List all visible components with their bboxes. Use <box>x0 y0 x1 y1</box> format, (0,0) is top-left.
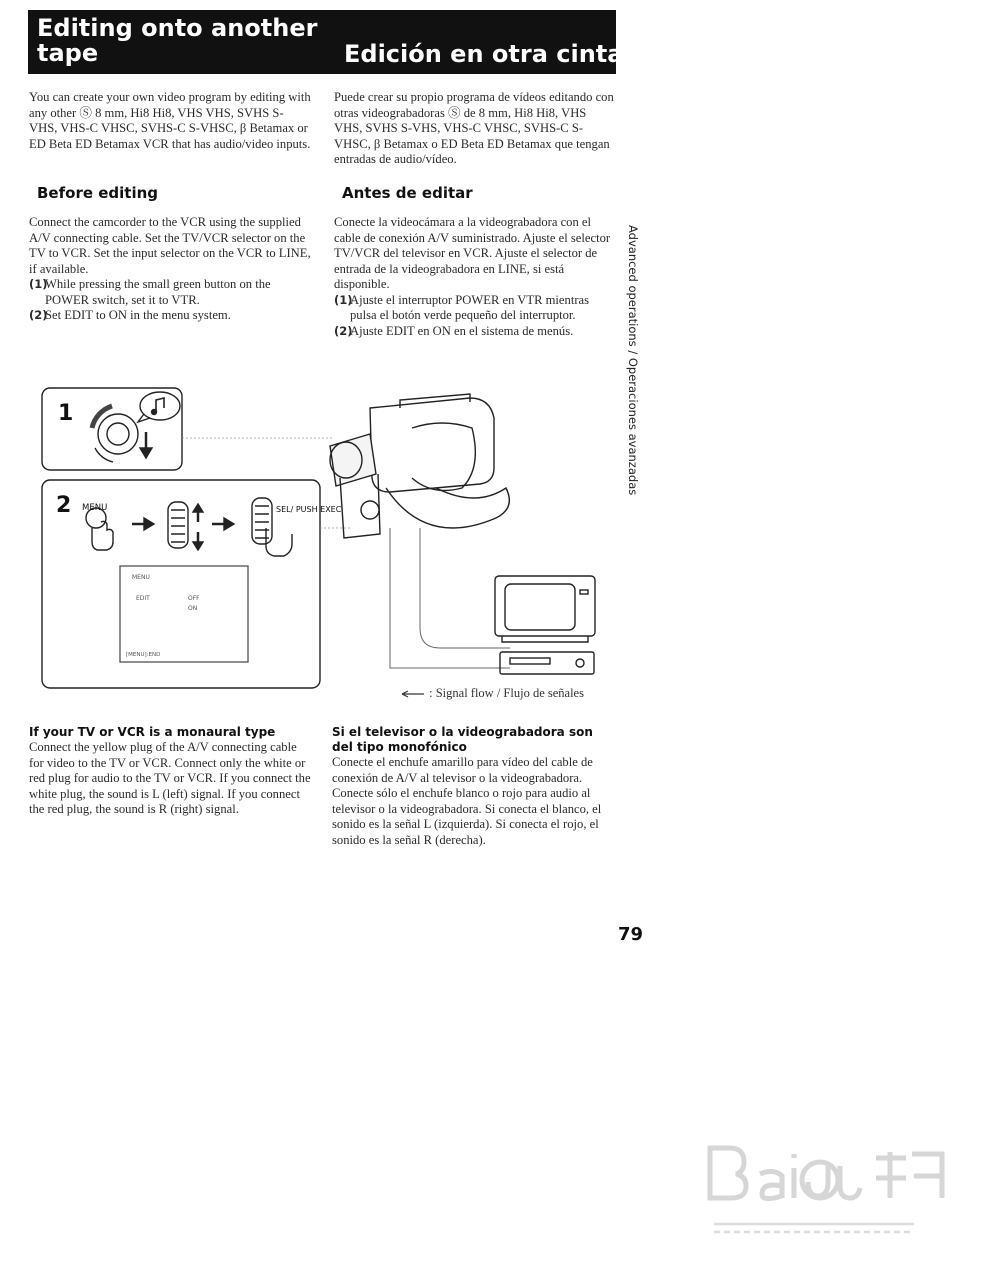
step-2-en <box>29 308 311 324</box>
page-title-es: Edición en otra cinta <box>344 40 624 68</box>
step-text: Ajuste el interruptor POWER en VTR mientras pulsa el botón verde pequeño del interruptor. <box>350 292 590 322</box>
right-arrow-icon <box>212 518 234 530</box>
signal-flow-legend <box>400 686 584 701</box>
step-text: Set EDIT to ON in the menu system. <box>45 308 231 322</box>
step-text: While pressing the small green button on the POWER switch, set it to VTR. <box>45 277 271 307</box>
camcorder-icon <box>330 394 509 538</box>
monaural-body-en: Connect the yellow plug of the A/V connecting cable for video to the TV or VCR. Connect only the white or red plug for audio to the TV or VCR. If you connect the white plug, the sound is L (left) signal. If you connect the red plug, the sound is R (right) signal. <box>29 740 311 816</box>
signal-cable <box>420 528 510 648</box>
before-editing-body-en: Connect the camcorder to the VCR using the supplied A/V connecting cable. Set the TV/VCR selector on the TV to VCR. Set the input selector on the VCR to LINE, if available. <box>29 215 311 276</box>
intro-en: You can create your own video program by editing with any other Ⓢ 8 mm, Hi8 Hi8, VHS VHS, SVHS S-VHS, VHS-C VHSC, SVHS-C S-VHSC, β Betamax or ED Beta ED Betamax VCR that has audio/video inputs. <box>29 90 311 151</box>
before-editing-es <box>334 215 614 339</box>
screen-menu-title: MENU <box>132 574 150 581</box>
step-text: Ajuste EDIT en ON en el sistema de menús. <box>350 323 574 338</box>
before-editing-en <box>29 215 311 324</box>
screen-edit-item: EDIT <box>136 595 150 602</box>
step-number: (2) <box>29 308 48 322</box>
step-2-es <box>334 324 614 340</box>
baidu-jingyan-watermark <box>700 1128 960 1248</box>
step-number: (1) <box>29 277 48 291</box>
monaural-body-es: Conecte el enchufe amarillo para vídeo del cable de conexión de A/V al televisor o la videograbadora. Conecte sólo el enchufe blanco o rojo para audio al televisor o la videograbadora. Si conecta el blanco, el sonido es la señal L (izquierda). Si conecta el rojo, el sonido es la señal R (derecha). <box>332 755 602 847</box>
step-number: (2) <box>334 323 353 338</box>
intro-es: Puede crear su propio programa de vídeos editando con otras videograbadoras Ⓢ de 8 mm, Hi8 Hi8, VHS VHS, SVHS S-VHS, VHS-C VHSC, SVHS-C S-VHSC, β Betamax o ED Beta ED Betamax que tengan entradas de audio/vídeo. <box>334 90 614 166</box>
screen-footer: [MENU]:END <box>126 652 161 658</box>
step-1-es <box>334 293 614 324</box>
monaural-heading-es: Si el televisor o la videograbadora son del tipo monofónico <box>332 725 593 754</box>
down-arrow-icon <box>140 432 152 458</box>
menu-button-label: MENU <box>82 503 108 513</box>
signal-flow-legend-text: : Signal flow / Flujo de señales <box>429 686 584 700</box>
control-dial-icon <box>168 502 203 550</box>
page-number: 79 <box>618 924 644 945</box>
before-editing-body-es: Conecte la videocámara a la videograbadora con el cable de conexión A/V suministrado. Ajuste el selector TV/VCR del televisor en VCR. Ajuste el selector de entrada de la videograbadora en LINE, si está disponible. <box>334 215 611 291</box>
television-icon <box>495 576 595 642</box>
screen-on-option: ON <box>188 605 198 612</box>
monaural-heading-en: If your TV or VCR is a monaural type <box>29 725 276 739</box>
before-editing-heading-es: Antes de editar <box>342 184 473 202</box>
vcr-icon <box>500 652 594 674</box>
before-editing-heading-en: Before editing <box>37 184 159 202</box>
right-arrow-icon <box>132 518 154 530</box>
menu-button-icon <box>86 508 113 550</box>
signal-flow-arrow-icon <box>400 690 426 698</box>
step-number: (1) <box>334 292 353 307</box>
screen-off-option: OFF <box>188 595 200 602</box>
step-1-en <box>29 277 311 308</box>
section-side-tab: Advanced operations / Operaciones avanzadas <box>626 225 640 496</box>
music-note-bubble-icon <box>138 392 180 422</box>
figure-step-2: 2 <box>56 493 72 518</box>
page-title-en: Editing onto another tape <box>37 14 318 67</box>
connection-illustration <box>40 368 620 703</box>
power-switch-icon <box>92 406 138 462</box>
figure-step-1: 1 <box>58 401 74 426</box>
sel-push-exec-label: SEL/ PUSH EXEC <box>276 505 342 514</box>
